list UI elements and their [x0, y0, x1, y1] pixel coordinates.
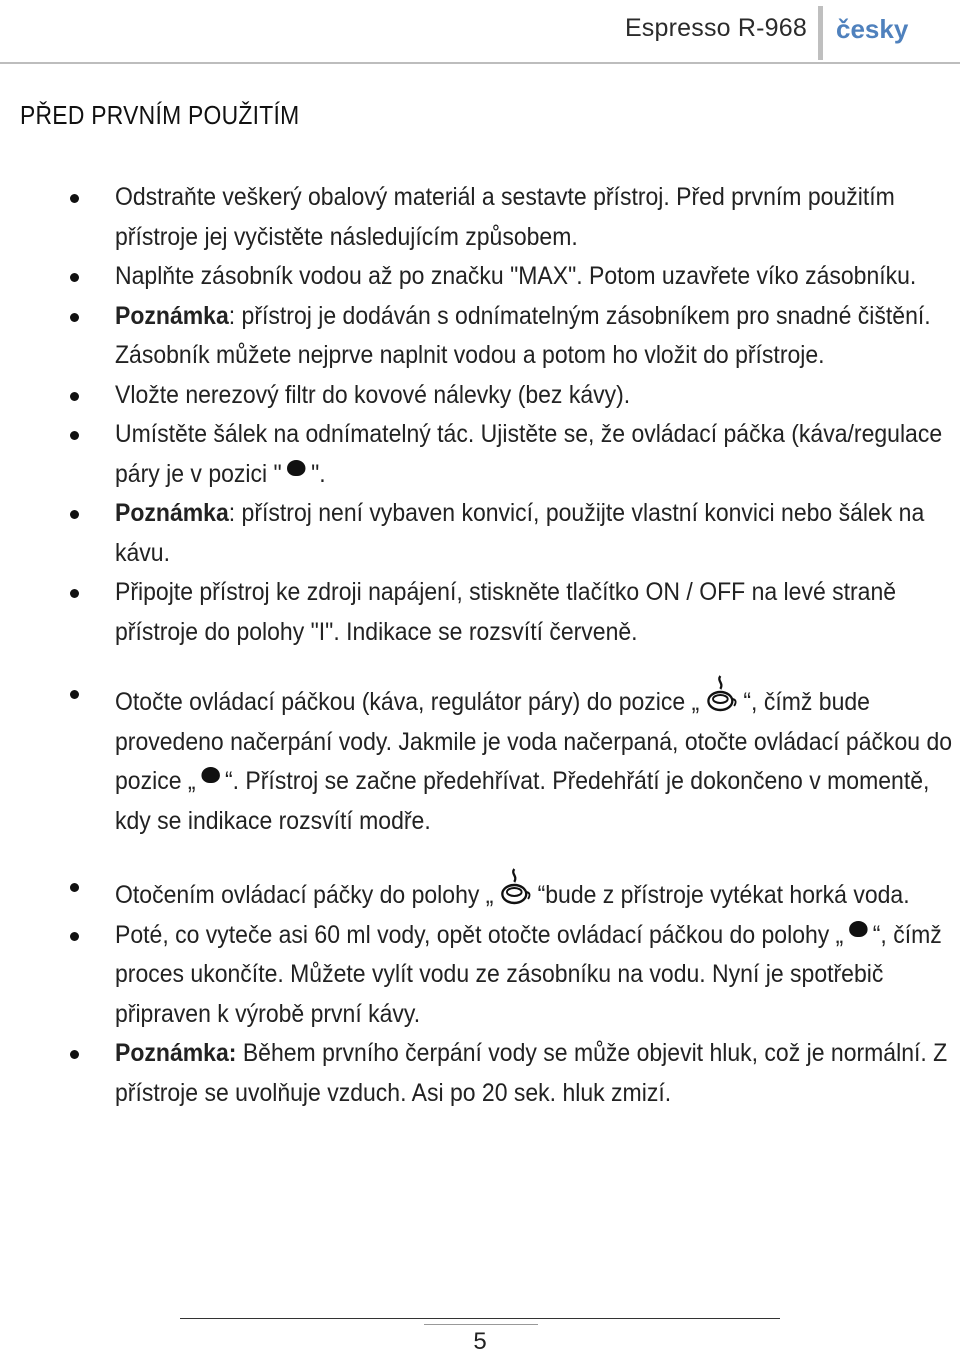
- coffee-position-icon: [849, 921, 867, 937]
- item-text: Naplňte zásobník vodou až po značku "MAX". Potom uzavřete víko zásobníku.: [115, 262, 917, 290]
- instruction-list: [0, 178, 960, 1113]
- page-number: 5: [473, 1328, 487, 1355]
- list-item: [0, 415, 960, 494]
- steam-cup-icon: [497, 867, 534, 907]
- item-text: Vložte nerezový filtr do kovové nálevky (bez kávy).: [115, 380, 631, 409]
- list-item: [0, 376, 960, 416]
- list-item: [0, 257, 960, 297]
- item-text: : přístroj není vybaven konvicí, použijte vlastní konvici nebo šálek na kávu.: [115, 499, 925, 567]
- note-label: Poznámka:: [115, 1039, 237, 1067]
- list-item: [0, 573, 960, 652]
- note-label: Poznámka: [115, 499, 229, 527]
- item-text: Umístěte šálek na odnímatelný tác. Ujistěte se, že ovládací páčka (káva/regulace páry je v pozici ": [115, 420, 943, 488]
- list-item: [0, 297, 960, 376]
- item-text: “bude z přístroje vytékat horká voda.: [537, 881, 910, 909]
- item-text: : přístroj je dodáván s odnímatelným zásobníkem pro snadné čištění. Zásobník můžete nejprve naplnit vodou a potom ho vložit do přístroje.: [115, 301, 931, 369]
- item-text: Odstraňte veškerý obalový materiál a sestavte přístroj. Před prvním použitím přístroje jej vyčistěte následujícím způsobem.: [115, 183, 895, 251]
- header-rule: [0, 62, 960, 64]
- coffee-position-icon: [287, 460, 305, 476]
- item-text: Připojte přístroj ke zdroji napájení, stiskněte tlačítko ON / OFF na levé straně přístroje do polohy "I". Indikace se rozsvítí červeně.: [115, 578, 897, 646]
- item-text: “, čímž bude provedeno načerpání vody. Jakmile je voda načerpaná, otočte ovládací páčkou do pozice „: [115, 688, 953, 795]
- header-divider: [818, 6, 823, 60]
- item-text: “. Přístroj se začne předehřívat. Předehřátí je dokončeno v momentě, kdy se indikace rozsvítí modře.: [115, 767, 930, 835]
- header-language: česky: [836, 14, 909, 44]
- item-text: ".: [311, 459, 326, 488]
- list-item: [0, 674, 960, 841]
- list-item: [0, 178, 960, 257]
- footer-rule: [180, 1318, 780, 1319]
- item-text: Otočte ovládací páčkou (káva, regulátor páry) do pozice „: [115, 688, 700, 716]
- steam-cup-icon: [703, 674, 740, 714]
- list-item: [0, 916, 960, 1035]
- list-item: [0, 867, 960, 916]
- list-item: [0, 1034, 960, 1113]
- note-label: Poznámka: [115, 301, 229, 330]
- item-text: Během prvního čerpání vody se může objevit hluk, což je normální. Z přístroje se uvolňuje vzduch. Asi po 20 sek. hluk zmizí.: [115, 1039, 948, 1107]
- item-text: Poté, co vyteče asi 60 ml vody, opět otočte ovládací páčkou do polohy „: [115, 920, 844, 949]
- header-model: Espresso R-968: [624, 14, 807, 42]
- section-title: PŘED PRVNÍM POUŽITÍM: [20, 100, 300, 130]
- item-text: “, čímž proces ukončíte. Můžete vylít vodu ze zásobníku na vodu. Nyní je spotřebič připraven k výrobě první kávy.: [115, 920, 942, 1028]
- footer-rule-short: [424, 1324, 538, 1325]
- list-item: [0, 494, 960, 573]
- coffee-position-icon: [201, 767, 219, 783]
- item-text: Otočením ovládací páčky do polohy „: [115, 881, 494, 909]
- page-header: [0, 0, 960, 64]
